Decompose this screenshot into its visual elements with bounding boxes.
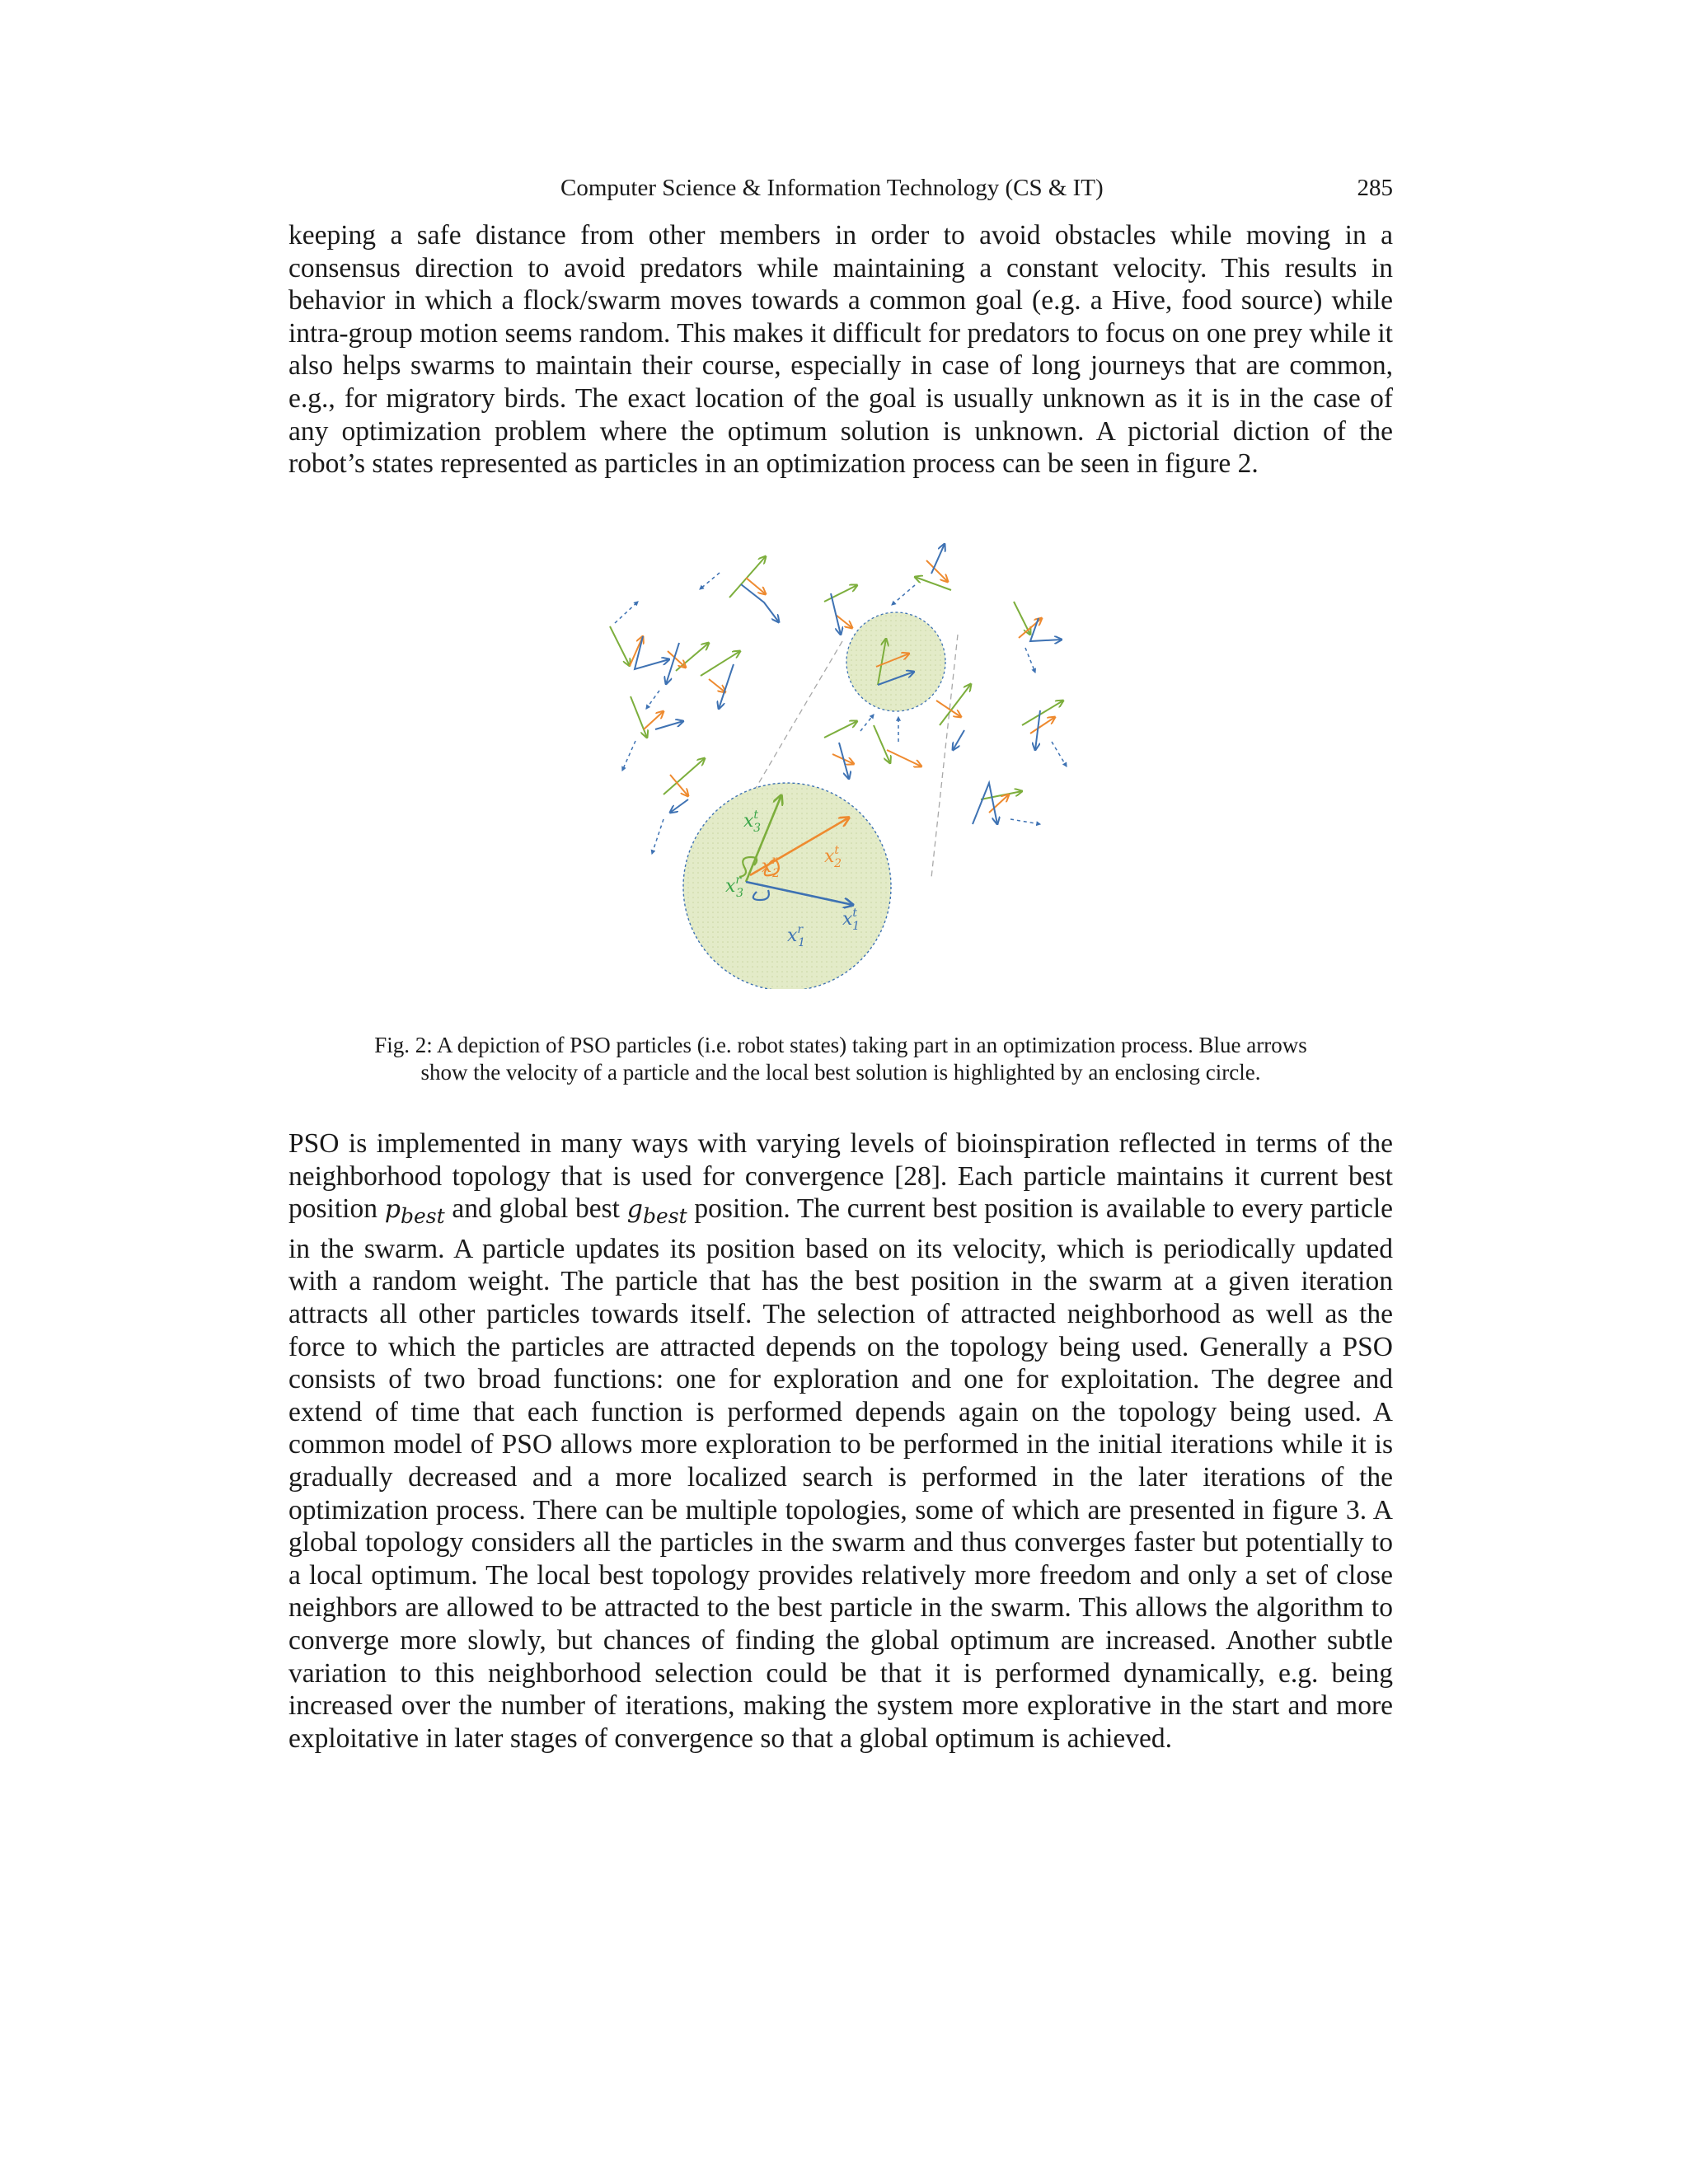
label-x2-r: $x^r$ 2 — [762, 854, 781, 880]
particle — [700, 556, 779, 622]
page-header — [288, 171, 1393, 204]
particle — [824, 715, 874, 779]
particle — [824, 585, 857, 635]
label-x3-t: $x^t$ 3 — [743, 808, 761, 835]
particle — [610, 602, 669, 669]
label-x2-t: $x^t$ 2 — [824, 844, 842, 870]
label-x1-t: $x^t$ 1 — [842, 907, 860, 933]
paragraph-2-part-1: PSO is implemented in many ways with varying levels of bioinspiration reflected in terms of the neighborhood topology that is used for convergence [28]. Each particle maintains it current best position — [288, 1128, 1393, 1225]
page-number: 285 — [1357, 175, 1393, 201]
paragraph-2-part-3: position. The current best position is available to every particle in the swarm. A particle updates its position based on its velocity, which is periodically updated with a random weight. The particle that has the best position in the swarm at a given iteration attracts all other particles towards itself. The selection of attracted neighborhood as well as the force to which the particles are attracted depends on the topology being used. Generally a PSO consists of two broad functions: one for exploration and one for exploitation. The degree and extend of time that each function is performed depends again on the topology being used. A common model of PSO allows more exploration to be performed in the initial iterations while it is gradually decreased and a more localized search is performed in the later iterations of the optimization process. There can be multiple topologies, some of which are presented in figure 3. A global topology considers all the particles in the swarm and thus converges faster but potentially to a local optimum. The local best topology provides relatively more freedom and only a set of close neighbors are allowed to be attracted to the best particle in the swarm. This allows the algorithm to converge more slowly, but chances of finding the global optimum are increased. Another subtle variation to this neighborhood selection could be that it is performed dynamically, e.g. being increased over the number of iterations, making the system more explorative in the start and more exploitative in later stages of convergence so that a global optimum is achieved. — [288, 1193, 1394, 1754]
figure-2 — [577, 519, 1113, 989]
particle — [973, 783, 1040, 824]
particle — [1022, 701, 1067, 766]
particle — [622, 696, 683, 771]
label-x1-r: $x^r$ 1 — [787, 923, 806, 949]
body-paragraph-2 — [288, 1127, 1393, 1755]
paragraph-2-part-2: and global best — [444, 1193, 627, 1225]
particle — [874, 717, 921, 766]
math-p-best: $p_{best}$ — [384, 1195, 445, 1229]
local-best-circle — [846, 612, 945, 711]
running-header-title: Computer Science & Information Technology (CS & IT) — [560, 175, 1104, 201]
caption-line-1: Fig. 2: A depiction of PSO particles (i.e. robot states) taking part in an optimization process. Blue arrows — [374, 1033, 1307, 1057]
figure-caption — [297, 1032, 1385, 1086]
body-paragraph-1: keeping a safe distance from other members in order to avoid obstacles while moving in a consensus direction to avoid predators while maintaining a constant velocity. This results in behavior in which a flock/swarm moves towards a common goal (e.g. a Hive, food source) while intra-group motion seems random. This makes it difficult for predators to focus on one prey while it also helps swarms to maintain their course, especially in case of long journeys that are common, e.g., for migratory birds. The exact location of the goal is usually unknown as it is in the case of any optimization problem where the optimum solution is unknown. A pictorial diction of the robot’s states represented as particles in an optimization process can be seen in figure 2. — [288, 220, 1393, 480]
particle — [701, 651, 740, 709]
particle — [1014, 602, 1062, 673]
zoomed-particle-circle — [683, 783, 891, 989]
label-x3-r: $x^r$ 3 — [725, 874, 744, 900]
particle — [892, 544, 951, 605]
particle — [936, 684, 971, 750]
particle — [646, 643, 709, 709]
caption-line-2: show the velocity of a particle and the local best solution is highlighted by an enclosing circle. — [420, 1060, 1261, 1085]
pso-particles-diagram — [577, 519, 1113, 989]
math-g-best: $g_{best}$ — [626, 1195, 687, 1229]
